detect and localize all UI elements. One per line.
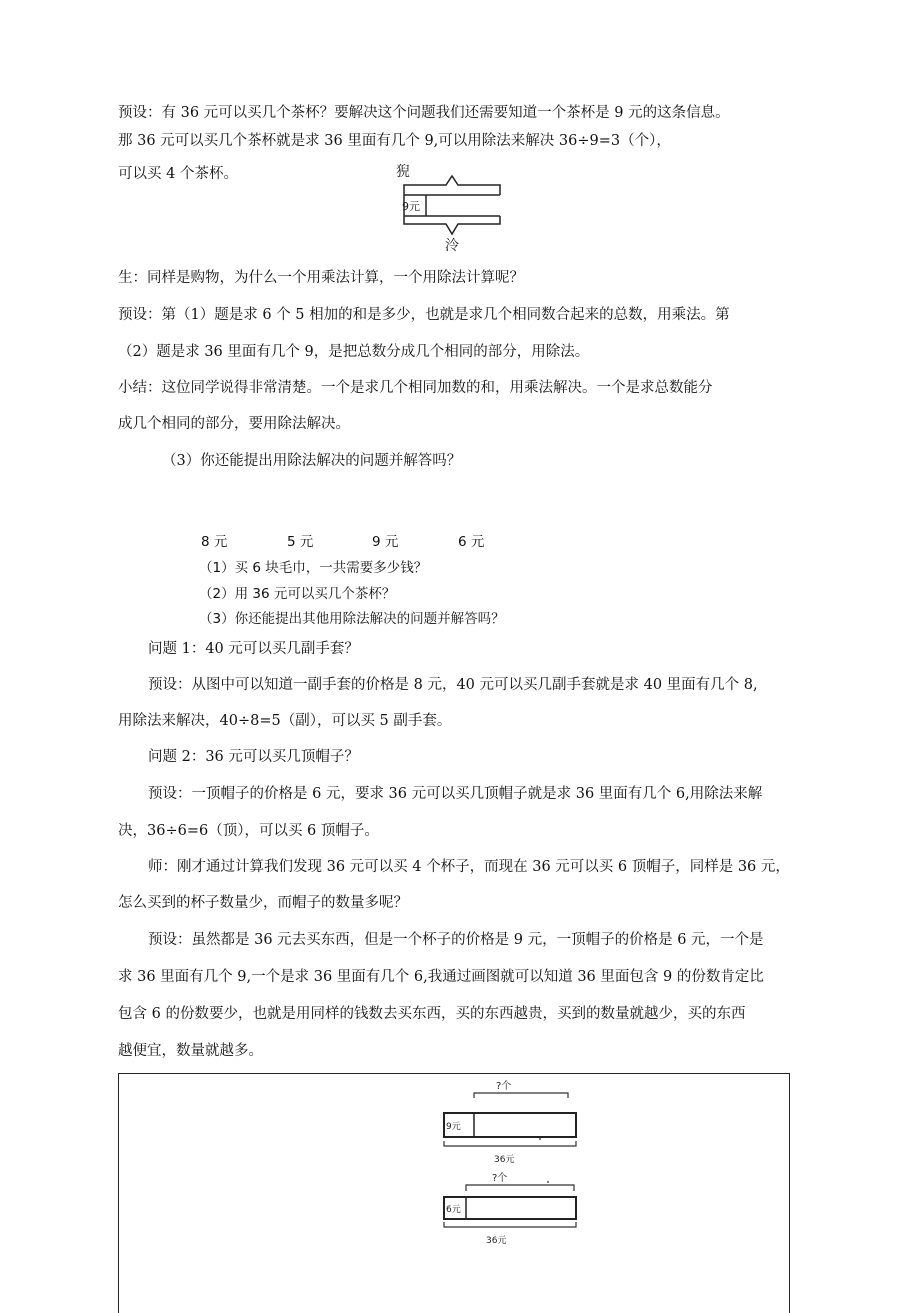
sketch2-bar2-bottom: 36元 [486, 1236, 507, 1246]
sketch1-top-label: 猊 [396, 164, 410, 180]
sketch2-bar1-bottom: 36元 [494, 1155, 515, 1165]
sketch2-bar1-left: 9元 [446, 1122, 461, 1132]
paragraph-question-3: （3）你还能提出用除法解决的问题并解答吗？ [162, 453, 462, 469]
paragraph-preset-1a: 预设：有 36 元可以买几个茶杯？要解决这个问题我们还需要知道一个茶杯是 9 元的这条信息。 [118, 105, 730, 121]
sketch2-bar1-top: ?个 [496, 1081, 512, 1092]
paragraph-preset-5b: 求 36 里面有几个 9,一个是求 36 里面有几个 6,我通过画图就可以知道 36 里面包含 9 的份数肯定比 [118, 969, 764, 985]
paragraph-summary-a: 小结：这位同学说得非常清楚。一个是求几个相同加数的和，用乘法解决。一个是求总数能分 [118, 380, 713, 396]
sketch2-bar2-left: 6元 [446, 1205, 461, 1215]
paragraph-preset-3b: 用除法来解决，40÷8=5（副），可以买 5 副手套。 [118, 713, 452, 729]
price-hats: 6 元 [458, 534, 485, 550]
paragraph-teacher-b: 怎么买到的杯子数量少，而帽子的数量多呢？ [118, 895, 408, 911]
sketch-bar-diagram-cups [388, 158, 518, 258]
price-gloves: 8 元 [201, 534, 228, 550]
paragraph-preset-2b: （2）题是求 36 里面有几个 9，是把总数分成几个相同的部分，用除法。 [118, 344, 590, 360]
paragraph-teacher-a: 师：刚才通过计算我们发现 36 元可以买 4 个杯子，而现在 36 元可以买 6 顶帽子，同样是 36 元， [148, 859, 790, 875]
paragraph-preset-5d: 越便宜，数量就越多。 [118, 1043, 263, 1059]
price-item-5: 5 元 [287, 534, 314, 550]
textbook-question-2: （2）用 36 元可以买几个茶杯？ [199, 586, 396, 602]
paragraph-preset-5c: 包含 6 的份数要少，也就是用同样的钱数去买东西，买的东西越贵，买到的数量就越少，买的东西 [118, 1006, 746, 1022]
sketch2-bar2-top: ?个 [492, 1173, 508, 1184]
paragraph-preset-4a: 预设：一顶帽子的价格是 6 元，要求 36 元可以买几顶帽子就是求 36 里面有几个 6,用除法来解 [148, 786, 763, 802]
paragraph-preset-5a: 预设：虽然都是 36 元去买东西，但是一个杯子的价格是 9 元，一顶帽子的价格是 6 元，一个是 [148, 932, 764, 948]
paragraph-preset-4b: 决，36÷6=6（顶），可以买 6 顶帽子。 [118, 823, 379, 839]
paragraph-preset-2a: 预设：第（1）题是求 6 个 5 相加的和是多少，也就是求几个相同数合起来的总数，用乘法。第 [118, 307, 730, 323]
sketch-comparison-bars [436, 1076, 586, 1301]
paragraph-preset-1b: 那 36 元可以买几个茶杯就是求 36 里面有几个 9,可以用除法来解决 36÷9=3（个）， [118, 133, 671, 149]
price-cups: 9 元 [372, 534, 399, 550]
paragraph-preset-1c: 可以买 4 个茶杯。 [118, 166, 238, 182]
textbook-question-1: （1）买 6 块毛巾，一共需要多少钱？ [199, 560, 428, 576]
paragraph-preset-3a: 预设：从图中可以知道一副手套的价格是 8 元，40 元可以买几副手套就是求 40 里面有几个 8, [148, 677, 758, 693]
textbook-question-3: （3）你还能提出其他用除法解决的问题并解答吗？ [199, 611, 505, 627]
paragraph-student-question: 生：同样是购物，为什么一个用乘法计算，一个用除法计算呢？ [118, 270, 524, 286]
sketch1-left-label: 9元 [402, 200, 420, 213]
question-2-hats: 问题 2：36 元可以买几顶帽子？ [148, 749, 359, 765]
sketch1-bottom-label: 泠 [445, 238, 459, 254]
question-1-gloves: 问题 1：40 元可以买几副手套？ [148, 641, 359, 657]
paragraph-summary-b: 成几个相同的部分，要用除法解决。 [118, 416, 350, 432]
